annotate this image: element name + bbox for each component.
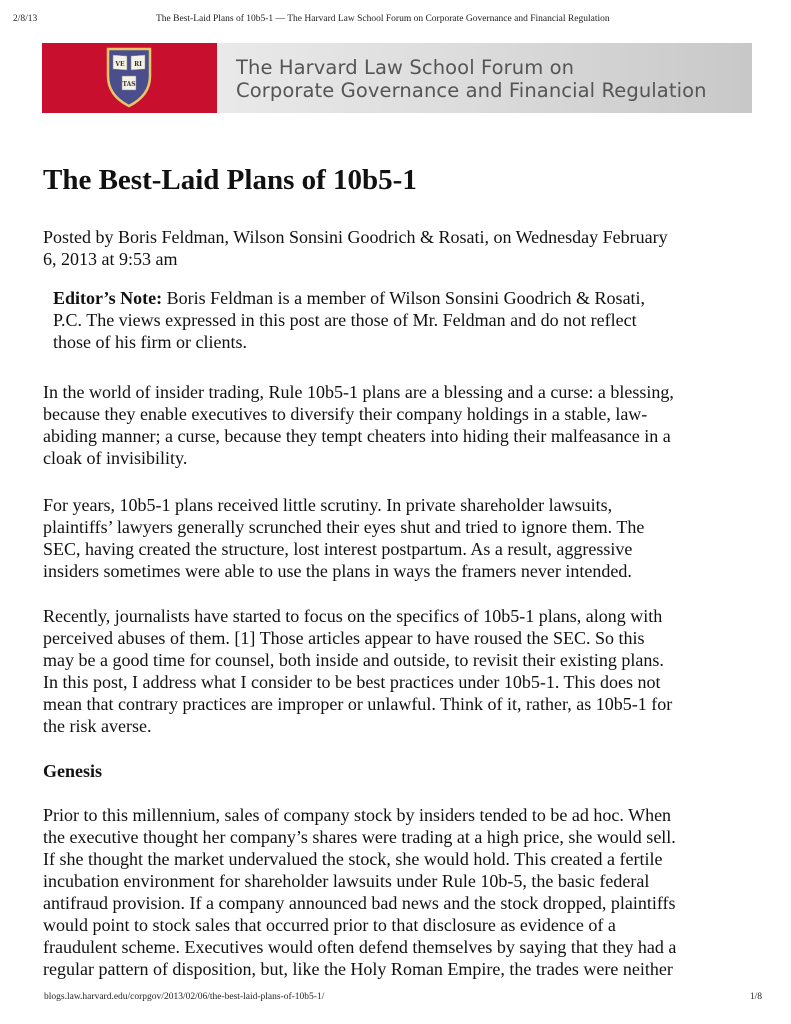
print-header: [0, 14, 791, 28]
print-page-title: The Best-Laid Plans of 10b5-1 — The Harvard Law School Forum on Corporate Governance and Financial Regulation: [156, 14, 610, 24]
paragraph-line: the risk averse.: [43, 716, 152, 736]
banner-line-1: The Harvard Law School Forum on: [236, 56, 575, 79]
paragraph-line: may be a good time for counsel, both inside and outside, to revisit their existing plans.: [43, 650, 664, 670]
editor-note-line: those of his firm or clients.: [53, 332, 247, 352]
shield-text-ve: VE: [115, 61, 125, 68]
paragraph-line: If she thought the market undervalued the stock, she would hold. This created a fertile: [43, 849, 663, 869]
paragraph-line: For years, 10b5-1 plans received little scrutiny. In private shareholder lawsuits,: [43, 495, 613, 515]
paragraph-line: fraudulent scheme. Executives would often defend themselves by saying that they had a: [43, 937, 677, 957]
paragraph-scrutiny: [43, 494, 763, 582]
byline-line: Posted by Boris Feldman, Wilson Sonsini Goodrich & Rosati, on Wednesday February: [43, 227, 668, 247]
section-heading-genesis: Genesis: [43, 761, 103, 781]
editor-note-line: [53, 287, 753, 309]
print-footer: [0, 992, 791, 1006]
paragraph-line: antifraud provision. If a company announced bad news and the stock dropped, plaintiffs: [43, 893, 676, 913]
paragraph-line: SEC, having created the structure, lost interest postpartum. As a result, aggressive: [43, 539, 633, 559]
paragraph-insider-trading: [43, 381, 763, 469]
paragraph-line: In this post, I address what I consider to be best practices under 10b5-1. This does not: [43, 672, 661, 692]
paragraph-line: the executive thought her company’s shares were trading at a high price, she would sell.: [43, 827, 676, 847]
article-byline: [43, 226, 763, 270]
byline-line: 6, 2013 at 9:53 am: [43, 249, 178, 269]
article-title: The Best-Laid Plans of 10b5-1: [43, 164, 417, 196]
paragraph-line: perceived abuses of them. [1] Those articles appear to have roused the SEC. So this: [43, 628, 645, 648]
paragraph-line: Recently, journalists have started to focus on the specifics of 10b5-1 plans, along with: [43, 606, 663, 626]
site-banner[interactable]: [42, 43, 752, 113]
print-url: blogs.law.harvard.edu/corpgov/2013/02/06/the-best-laid-plans-of-10b5-1/: [44, 992, 325, 1002]
paragraph-line: Prior to this millennium, sales of company stock by insiders tended to be ad hoc. When: [43, 805, 672, 825]
banner-line-2: Corporate Governance and Financial Regulation: [236, 79, 707, 102]
print-date: 2/8/13: [13, 14, 38, 24]
paragraph-line: because they enable executives to diversify their company holdings in a stable, law-: [43, 404, 648, 424]
page-number: 1/8: [749, 992, 762, 1002]
editor-note-line: P.C. The views expressed in this post are those of Mr. Feldman and do not reflect: [53, 310, 637, 330]
banner-title: [236, 56, 707, 102]
paragraph-journalists: [43, 605, 763, 737]
editor-note-text: Boris Feldman is a member of Wilson Sonsini Goodrich & Rosati,: [162, 288, 646, 308]
paragraph-line: In the world of insider trading, Rule 10b5-1 plans are a blessing and a curse: a blessing,: [43, 382, 674, 402]
paragraph-genesis: [43, 804, 763, 980]
paragraph-line: insiders sometimes were able to use the plans in ways the framers never intended.: [43, 561, 632, 581]
editor-note: [53, 287, 753, 353]
paragraph-line: would point to stock sales that occurred prior to that disclosure as evidence of a: [43, 915, 616, 935]
paragraph-line: mean that contrary practices are improper or unlawful. Think of it, rather, as 10b5-1 for: [43, 694, 673, 714]
paragraph-line: plaintiffs’ lawyers generally scrunched their eyes shut and tried to ignore them. The: [43, 517, 645, 537]
paragraph-line: abiding manner; a curse, because they tempt cheaters into hiding their malfeasance in a: [43, 426, 671, 446]
shield-text-ri: RI: [134, 61, 142, 68]
paragraph-line: cloak of invisibility.: [43, 448, 188, 468]
harvard-shield-icon: [105, 46, 153, 108]
paragraph-line: regular pattern of disposition, but, like the Holy Roman Empire, the trades were neither: [43, 959, 673, 979]
paragraph-line: incubation environment for shareholder lawsuits under Rule 10b-5, the basic federal: [43, 871, 650, 891]
shield-text-tas: TAS: [122, 81, 136, 88]
editor-note-label: Editor’s Note:: [53, 288, 163, 308]
